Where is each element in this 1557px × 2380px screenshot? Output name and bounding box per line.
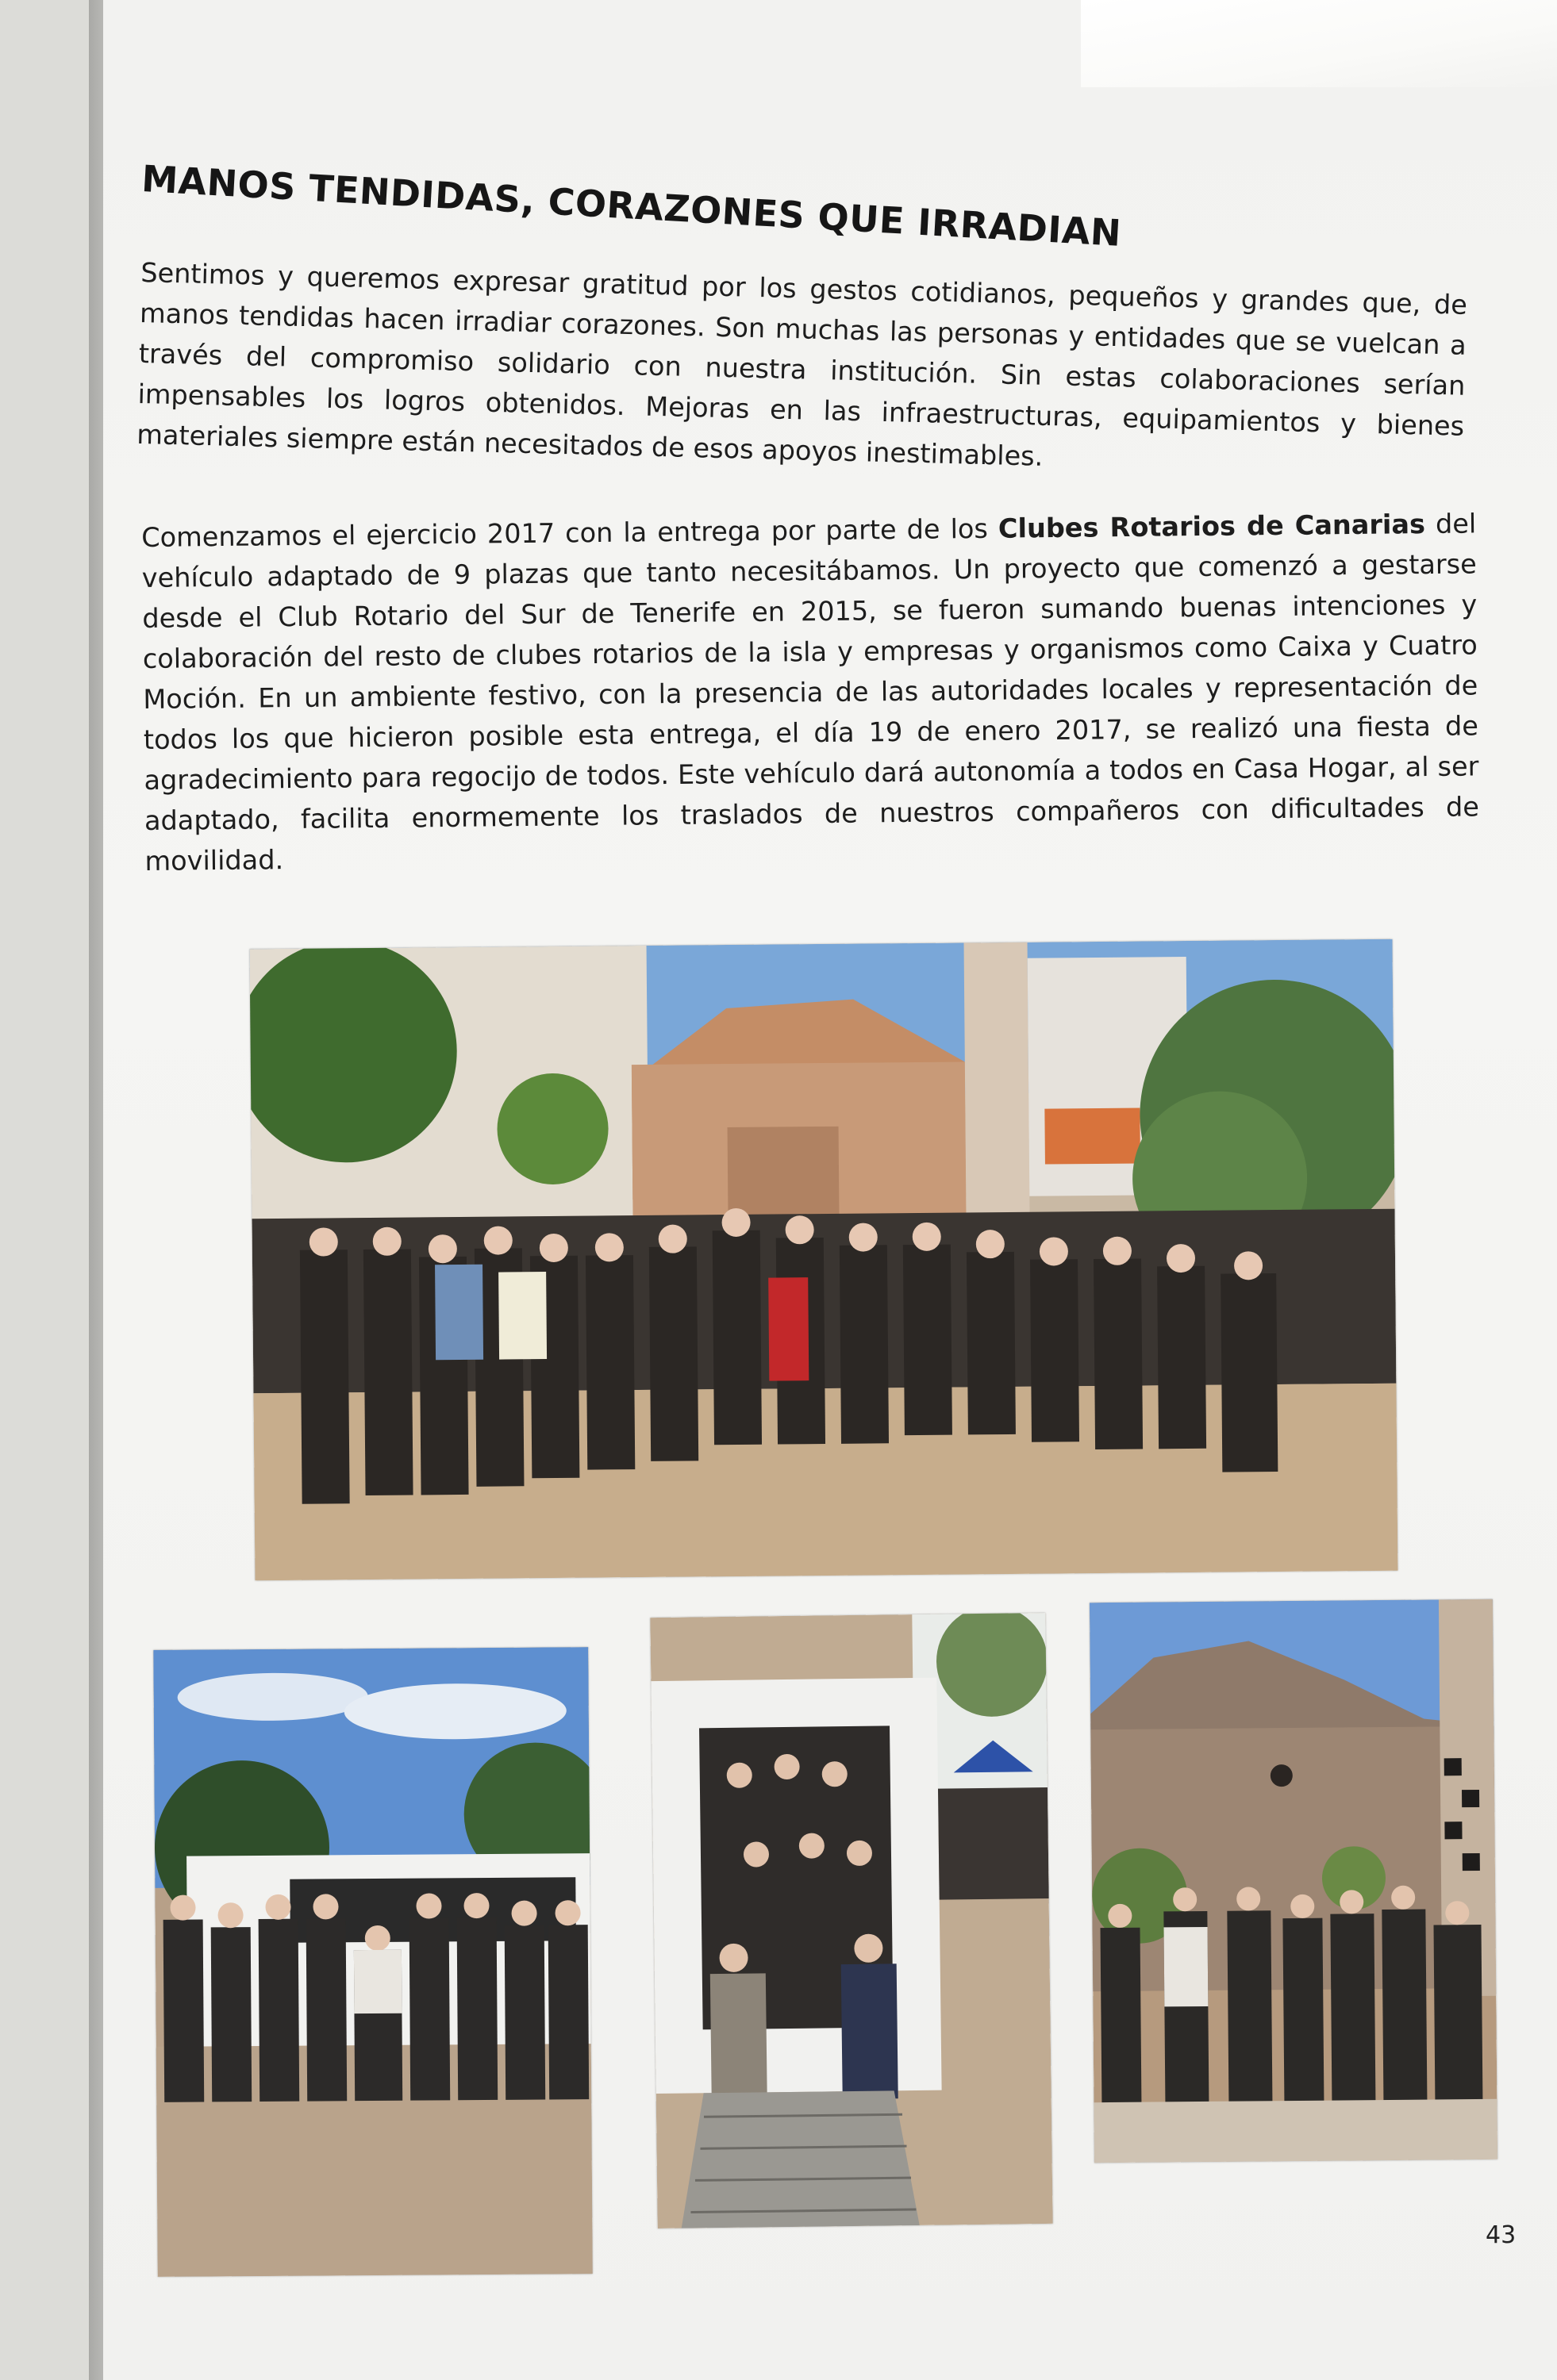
page-corner-glare [1081,0,1557,87]
vehicle-paragraph-start: Comenzamos el ejercicio 2017 con la entrega por parte de los [141,512,999,553]
page-title: MANOS TENDIDAS, CORAZONES QUE IRRADIAN [140,157,1123,255]
page-number: 43 [1486,2221,1517,2249]
group-photo [250,939,1398,1581]
van-ramp-photo [650,1613,1052,2228]
vehicle-paragraph [141,503,1480,881]
van-group-photo [153,1647,593,2277]
vehicle-paragraph-rest: del vehículo adaptado de 9 plazas que tanto necesitábamos. Un proyecto que comenzó a gestarse desde el Club Rotario del Sur de Tenerife en 2015, se fueron sumando buenas intenciones y colaboración del resto de clubes rotarios de la isla y empresas y organismos como Caixa y Cuatro Moción. En un ambiente festivo, con la presencia de las autoridades locales y representación de todos los que hicieron posible esta entrega, el día 19 de enero 2017, se realizó una fiesta de agradecimiento para regocijo de todos. Este vehículo dará autonomía a todos en Casa Hogar, al ser adaptado, facilita enormemente los traslados de nuestros compañeros con dificultades de movilidad. [141,508,1480,877]
intro-paragraph: Sentimos y queremos expresar gratitud por los gestos cotidianos, pequeños y grandes que, de manos tendidas hacen irradiar corazones. Son muchas las personas y entidades que se vuelcan a través del compromiso solidario con nuestra institución. Sin estas colaboraciones serían impensables los logros obtenidos. Mejoras en las infraestructuras, equipamientos y bienes materiales siempre están necesitados de esos apoyos inestimables. [136,256,1468,472]
authorities-photo [1090,1599,1497,2163]
rotary-clubs-name: Clubes Rotarios de Canarias [998,509,1426,544]
